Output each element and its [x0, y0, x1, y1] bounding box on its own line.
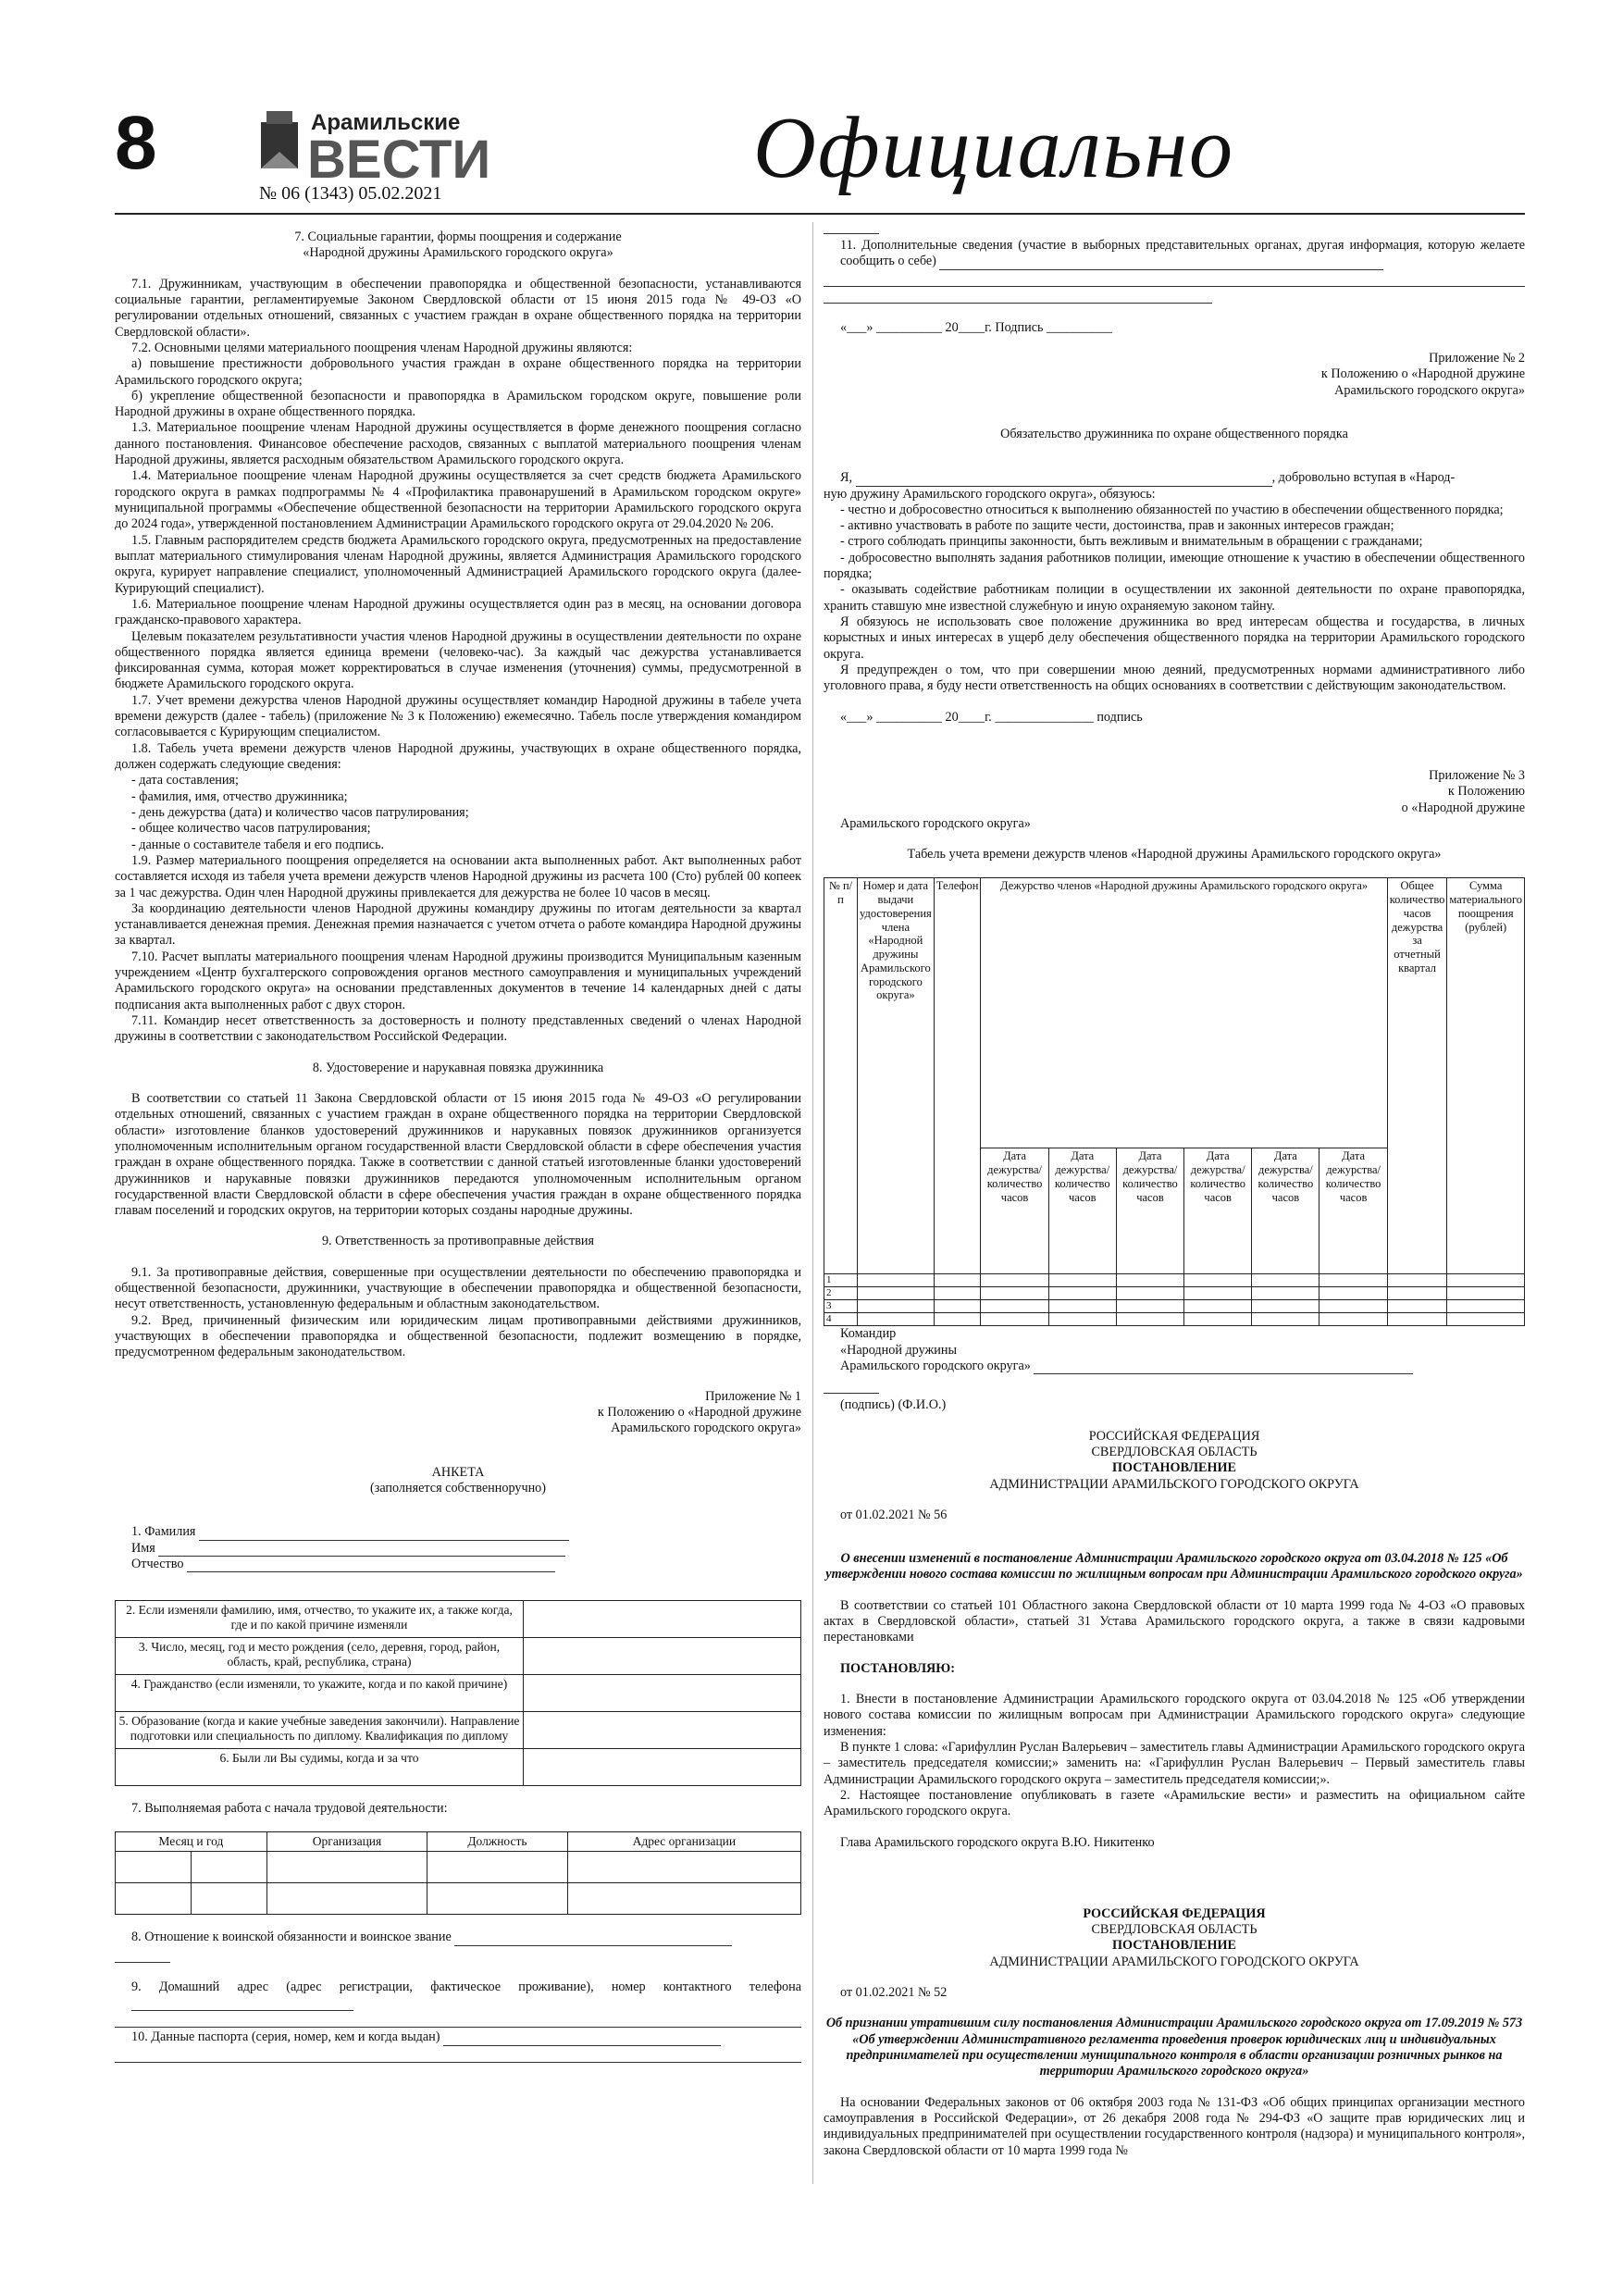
- answer-cell[interactable]: [524, 1675, 801, 1712]
- decree-1-item: 2. Настоящее постановление опубликовать в газете «Арамильские вести» и разместить на официальном сайте Арамильского городского округа.: [824, 1787, 1525, 1819]
- para-7-2-b: б) укрепление общественной безопасности и правопорядка в Арамильском городском округе, повышение роли Народной дружины в охране общественного порядка.: [115, 388, 801, 420]
- work-col-header: Должность: [427, 1832, 568, 1852]
- decree-2-authority: АДМИНИСТРАЦИИ АРАМИЛЬСКОГО ГОРОДСКОГО ОКРУГА: [989, 1954, 1359, 1969]
- tabel-title: Табель учета времени дежурств членов «Народной дружины Арамильского городского округа»: [907, 847, 1442, 863]
- name-field[interactable]: Имя: [115, 1541, 801, 1557]
- row-number: 1: [824, 1274, 858, 1287]
- appendix-1-ref: к Положению о «Народной дружине: [597, 1404, 801, 1420]
- masthead: [115, 100, 1525, 216]
- additional-info-field[interactable]: 11. Дополнительные сведения (участие в выборных представительных органах, другая информация, которую желаете сообщить о себе): [840, 238, 1525, 269]
- work-col-header: Организация: [266, 1832, 427, 1852]
- work-cell[interactable]: [266, 1883, 427, 1915]
- appendix-2-org: Арамильского городского округа»: [1334, 382, 1525, 398]
- work-cell[interactable]: [191, 1852, 266, 1883]
- tabel-sub-header: Дата дежурства/количество часов: [1319, 1148, 1387, 1274]
- work-cell[interactable]: [116, 1852, 192, 1883]
- patronymic-field[interactable]: Отчество: [115, 1557, 801, 1572]
- list-item: - общее количество часов патрулирования;: [131, 821, 371, 837]
- question-cell: 6. Были ли Вы судимы, когда и за что: [116, 1749, 524, 1786]
- duty-timesheet-table: [824, 877, 1525, 1326]
- decree-2-date: от 01.02.2021 № 52: [840, 1985, 948, 2001]
- para-9-2: 9.2. Вред, причиненный физическим или юридическим лицам противоправными действиями дружинников, участвующих в обеспечении правопорядка и общественной безопасности, подлежит возмещению в порядке, предусмотренном федеральным законодательством.: [115, 1312, 801, 1360]
- appendix-3-ref2: о «Народной дружине: [1401, 800, 1525, 815]
- para-1-9: 1.9. Размер материального поощрения определяется на основании акта выполненных работ. Акт выполненных работ составляется исходя из табеля учета времени дежурств членов Народной дружины из расчета 100 (Сто) рублей 00 копеек за 1 час дежурства. Один член Народной дружины привлекается для дежурства не более 10 часов в месяц.: [115, 852, 801, 900]
- row-number: 3: [824, 1300, 858, 1313]
- work-col-header: Месяц и год: [116, 1832, 267, 1852]
- para-7-10: 7.10. Расчет выплаты материального поощрения членам Народной дружины производится Муниципальным казенным учреждением «Центр бухгалтерского сопровождения органов местного самоуправления и муниципальных учреждений Арамильского городского округа» на основании представленных документов в течение 14 календарных дней с даты подписания акта выполненных работ с двух сторон.: [115, 949, 801, 1012]
- obligation-continuation: ную дружину Арамильского городского округа», обязуюсь:: [824, 486, 1156, 502]
- work-cell[interactable]: [567, 1883, 800, 1915]
- obligation-signature-line: «___» __________ 20____г. _______________ подпись: [840, 709, 1143, 725]
- appendix-1-org: Арамильского городского округа»: [611, 1421, 801, 1436]
- section-8-title: 8. Удостоверение и нарукавная повязка дружинника: [312, 1060, 604, 1075]
- tabel-col-header: Номер и дата выдачи удостоверения члена «Народной дружины Арамильского городского округа»: [858, 878, 935, 1274]
- para-7-1: 7.1. Дружинникам, участвующим в обеспечении правопорядка и общественной безопасности, устанавливаются социальные гарантии, регламентируемые Законом Свердловской области от 15 июня 2015 года № 49-ОЗ «О регулировании отдельных отношений, связанных с участием граждан в охране общественного порядка на территории Свердловской области».: [115, 276, 801, 340]
- para-8: В соответствии со статьей 11 Закона Свердловской области от 15 июня 2015 года № 49-ОЗ «О регулировании отдельных отношений, связанных с участием граждан в охране общественного порядка на территории Свердловской области» изготовление бланков удостоверений дружинников и нарукавных повязок дружинников организуется уполномоченным исполнительным органом государственной власти Свердловской области в сфере обеспечения участия граждан в охране общественного порядка. Также в соответствии с данной статьей изготовленные бланки удостоверений дружинников и нарукавные повязки дружинников передаются уполномоченным исполнительным органом государственной власти Свердловской области в сфере обеспечения участия граждан в охране общественного порядка главам поселений и городских округов, на территории которых созданы народные дружины.: [115, 1090, 801, 1219]
- decree-2-country: РОССИЙСКАЯ ФЕДЕРАЦИЯ: [1083, 1905, 1266, 1921]
- passport-field[interactable]: 10. Данные паспорта (серия, номер, кем и когда выдан): [115, 2029, 801, 2045]
- work-cell[interactable]: [266, 1852, 427, 1883]
- logo-top-text: Арамильские: [311, 110, 461, 135]
- work-cell[interactable]: [427, 1852, 568, 1883]
- anketa-subtitle: (заполняется собственноручно): [369, 1480, 547, 1496]
- decree-1-item: В пункте 1 слова: «Гарифуллин Руслан Валерьевич – заместитель главы Администрации Арамильского городского округа – заместитель председателя комиссии;» заменить на: «Гарифуллин Руслан Валерьевич – Первый заместитель главы Администрации Арамильского городского округа – заместитель председателя комиссии;».: [824, 1739, 1525, 1787]
- answer-cell[interactable]: [524, 1638, 801, 1675]
- tabel-sub-header: Дата дежурства/количество часов: [1048, 1148, 1116, 1274]
- address-field[interactable]: 9. Домашний адрес (адрес регистрации, фактическое проживание), номер контактного телефона: [115, 1980, 801, 2012]
- list-item: - день дежурства (дата) и количество часов патрулирования;: [131, 804, 469, 820]
- answer-cell[interactable]: [524, 1749, 801, 1786]
- tabel-sub-header: Дата дежурства/количество часов: [981, 1148, 1048, 1274]
- question-cell: 2. Если изменяли фамилию, имя, отчество, то укажите их, а также когда, где и по какой причине изменяли: [116, 1601, 524, 1638]
- para-9-1: 9.1. За противоправные действия, совершенные при осуществлении деятельности по обеспечению правопорядка и общественной безопасности, дружинники, участвующие в обеспечении правопорядка и общественной безопасности, несут ответственность, установленную федеральным и областным законодательством.: [115, 1264, 801, 1312]
- decree-1-title: О внесении изменений в постановление Администрации Арамильского городского округа от 03.04.2018 № 125 «Об утверждении нового состава комиссии по жилищным вопросам при Администрации Арамильского городского округа»: [825, 1551, 1523, 1582]
- date-signature-line: «___» __________ 20____г. Подпись __________: [840, 319, 1112, 335]
- para-target: Целевым показателем результативности участия членов Народной дружины в осуществлении деятельности по охране общественного порядка является единица времени (человеко-час). За каждый час дежурства устанавливается фиксированная сумма, которая может корректироваться в случае изменения (уточнения) суммы, предусмотренной в бюджете Арамильского городского округа.: [115, 628, 801, 692]
- military-field[interactable]: 8. Отношение к воинской обязанности и воинское звание: [115, 1930, 801, 1945]
- decree-1-type: ПОСТАНОВЛЕНИЕ: [1111, 1460, 1237, 1476]
- appendix-3-label: Приложение № 3: [1429, 767, 1525, 783]
- para-7-11: 7.11. Командир несет ответственность за достоверность и полноту представленных сведений о членах Народной дружины в соответствии с законодательством Российской Федерации.: [115, 1013, 801, 1045]
- work-history-label: 7. Выполняемая работа с начала трудовой деятельности:: [131, 1801, 448, 1817]
- decree-1-item: 1. Внести в постановление Администрации Арамильского городского округа от 03.04.2018 № 125 «Об утверждении нового состава комиссии по жилищным вопросам при Администрации Арамильского городского округа» следующие изменения:: [824, 1692, 1525, 1739]
- commander-signature-field[interactable]: Арамильского городского округа»: [824, 1359, 1525, 1374]
- work-col-header: Адрес организации: [567, 1832, 800, 1852]
- table-row: [824, 1313, 1525, 1326]
- anketa-title: АНКЕТА: [431, 1464, 485, 1480]
- appendix-3-ref: к Положению: [1447, 784, 1525, 800]
- table-row: [824, 1274, 1525, 1287]
- section-title: Официально: [753, 100, 1235, 196]
- tabel-col-header: Общее количество часов дежурства за отчетный квартал: [1387, 878, 1447, 1274]
- logo-main-text: ВЕСТИ: [307, 130, 490, 189]
- tabel-col-header: Телефон: [934, 878, 981, 1274]
- tabel-col-header: Сумма материального поощрения (рублей): [1447, 878, 1525, 1274]
- row-number: 4: [824, 1313, 858, 1326]
- signature-caption: (подпись) (Ф.И.О.): [840, 1397, 947, 1413]
- decree-2-region: СВЕРДЛОВСКАЯ ОБЛАСТЬ: [1091, 1922, 1258, 1938]
- page-number: 8: [115, 101, 157, 185]
- tabel-sub-header: Дата дежурства/количество часов: [1252, 1148, 1319, 1274]
- tabel-col-header: № п/п: [824, 878, 858, 1274]
- work-history-table: [115, 1831, 801, 1915]
- work-cell[interactable]: [567, 1852, 800, 1883]
- para-1-8: 1.8. Табель учета времени дежурств членов Народной дружины, участвующих в охране общественного порядка, должен содержать следующие сведения:: [115, 740, 801, 772]
- obligation-item: - честно и добросовестно относиться к выполнению обязанностей по участию в обеспечении общественного порядка;: [840, 502, 1504, 517]
- right-column: [824, 230, 1525, 2159]
- decree-2-title: Об признании утратившим силу постановления Администрации Арамильского городского округа от 17.09.2019 № 573 «Об утверждении Административного регламента проведения проверок юридических лиц и индивидуальных предпринимателей при осуществлении муниципального контроля в области организации розничных рынков на территории Арамильского городского округа»: [825, 2016, 1523, 2079]
- decree-1-date: от 01.02.2021 № 56: [840, 1507, 948, 1522]
- question-cell: 4. Гражданство (если изменяли, то укажите, когда и по какой причине): [116, 1675, 524, 1712]
- appendix-3-org: Арамильского городского округа»: [840, 815, 1031, 831]
- decree-2-type: ПОСТАНОВЛЕНИЕ: [1111, 1938, 1237, 1954]
- obligation-item: - строго соблюдать принципы законности, быть вежливым и внимательным в обращении с гражданами;: [840, 534, 1423, 550]
- appendix-1-label: Приложение № 1: [705, 1388, 801, 1404]
- appendix-2-ref: к Положению о «Народной дружине: [1320, 366, 1525, 382]
- surname-field[interactable]: 1. Фамилия: [115, 1524, 801, 1540]
- obligation-item: - активно участвовать в работе по защите чести, достоинства, прав и законных интересов граждан;: [840, 518, 1394, 534]
- decree-1-signatory: Глава Арамильского городского округа В.Ю. Никитенко: [840, 1834, 1155, 1850]
- column-divider: [812, 222, 813, 2184]
- questionnaire-table: [115, 1600, 801, 1786]
- obligation-item: - добросовестно выполнять задания работников полиции, имеющие отношение к участию в обеспечении общественного порядка;: [824, 550, 1525, 582]
- work-cell[interactable]: [191, 1883, 266, 1915]
- left-column: [115, 230, 801, 2065]
- para-coordination: За координацию деятельности членов Народной дружины командиру дружины по итогам деятельности за квартал устанавливается денежная премия. Денежная премия назначается с учетом отчета о работе командира Народной дружины за квартал.: [115, 900, 801, 949]
- para-1-3: 1.3. Материальное поощрение членам Народной дружины осуществляется в форме денежного поощрения согласно данного постановления. Финансовое обеспечение расходов, связанных с выплатой материального поощрения членам Народной дружины, является расходным обязательством Арамильского городского округа.: [115, 420, 801, 468]
- row-number: 2: [824, 1287, 858, 1300]
- decree-1-resolve: ПОСТАНОВЛЯЮ:: [840, 1660, 956, 1676]
- obligation-para: Я обязуюсь не использовать свое положение дружинника во вред интересам общества и государства, в личных корыстных и иных интересах в ущерб делу обеспечения общественного порядка на территории Арамильского городского округа.: [824, 614, 1525, 662]
- commander-label: Командир: [840, 1326, 897, 1342]
- answer-cell[interactable]: [524, 1601, 801, 1638]
- section-7-title: 7. Социальные гарантии, формы поощрения и содержание: [294, 230, 622, 244]
- para-1-7: 1.7. Учет времени дежурства членов Народной дружины осуществляет командир Народной дружины в табеле учета времени дежурств (далее - табель) (приложение № 3 к Положению) ежемесячно. Табель после утверждения командиром согласовывается с Курирующим специалистом.: [115, 692, 801, 740]
- commander-label: «Народной дружины: [840, 1342, 958, 1358]
- answer-cell[interactable]: [524, 1712, 801, 1749]
- para-1-6: 1.6. Материальное поощрение членам Народной дружины осуществляется один раз в месяц, на основании договора гражданско-правового характера.: [115, 596, 801, 628]
- para-7-2-a: а) повышение престижности добровольного участия граждан в охране общественного порядка на территории Арамильского городского округа;: [115, 356, 801, 388]
- decree-1-preamble: В соответствии со статьей 101 Областного закона Свердловской области от 10 марта 1999 года № 4-ОЗ «О правовых актах в Свердловской области», статьей 31 Устава Арамильского городского округа, а также в связи кадровыми перестановками: [824, 1597, 1525, 1645]
- obligation-para: Я предупрежден о том, что при совершении мною деяний, предусмотренных нормами административного либо уголовного права, я буду нести ответственность на общих основаниях в соответствии с действующим законодательством.: [824, 662, 1525, 694]
- question-cell: 5. Образование (когда и какие учебные заведения закончили). Направление подготовки или специальность по диплому. Квалификация по диплому: [116, 1712, 524, 1749]
- tabel-sub-header: Дата дежурства/количество часов: [1116, 1148, 1183, 1274]
- list-item: - фамилия, имя, отчество дружинника;: [131, 788, 348, 804]
- obligation-item: - оказывать содействие работникам полиции в осуществлении их законной деятельности по охране правопорядка, хранить ставшую мне известной служебную и иную охраняемую законом тайну.: [824, 582, 1525, 614]
- list-item: - данные о составителе табеля и его подпись.: [131, 837, 385, 852]
- para-1-5: 1.5. Главным распорядителем средств бюджета Арамильского городского округа, предусмотренных на предоставление выплат материального стимулирования членам Народной дружины, является Администрация Арамильского городского округа, курирует направление специалист, уполномоченный Администрацией Арамильского городского округа (далее-Курирующий специалист).: [115, 532, 801, 596]
- decree-1-country: РОССИЙСКАЯ ФЕДЕРАЦИЯ: [1088, 1428, 1260, 1444]
- para-7-2: 7.2. Основными целями материального поощрения членам Народной дружины являются:: [131, 340, 633, 355]
- work-cell[interactable]: [116, 1883, 192, 1915]
- obligation-name-field[interactable]: Я, , добровольно вступая в «Народ-: [840, 470, 1456, 486]
- decree-1-region: СВЕРДЛОВСКАЯ ОБЛАСТЬ: [1091, 1444, 1258, 1459]
- tabel-sub-header: Дата дежурства/количество часов: [1184, 1148, 1252, 1274]
- obligation-title: Обязательство дружинника по охране общественного порядка: [1000, 426, 1348, 441]
- list-item: - дата составления;: [131, 773, 239, 788]
- newspaper-logo: [259, 105, 490, 189]
- issue-number: № 06 (1343) 05.02.2021: [259, 183, 442, 204]
- appendix-2-label: Приложение № 2: [1429, 350, 1525, 366]
- work-cell[interactable]: [427, 1883, 568, 1915]
- question-cell: 3. Число, месяц, год и место рождения (село, деревня, город, район, область, край, республика, страна): [116, 1638, 524, 1675]
- table-row: [824, 1287, 1525, 1300]
- decree-2-preamble: На основании Федеральных законов от 06 октября 2003 года № 131-ФЗ «Об общих принципах организации местного самоуправления в Российской Федерации», от 26 декабря 2008 года № 294-ФЗ «О защите прав юридических лиц и индивидуальных предпринимателей при осуществлении государственного контроля (надзора) и муниципального контроля», закона Свердловской области от 10 марта 1999 года №: [824, 2094, 1525, 2158]
- decree-1-authority: АДМИНИСТРАЦИИ АРАМИЛЬСКОГО ГОРОДСКОГО ОКРУГА: [989, 1476, 1359, 1492]
- section-7-subtitle: «Народной дружины Арамильского городского округа»: [303, 245, 613, 261]
- tabel-col-header: Дежурство членов «Народной дружины Арамильского городского округа»: [981, 878, 1387, 1148]
- header-rule: [115, 213, 1525, 215]
- section-9-title: 9. Ответственность за противоправные действия: [321, 1234, 595, 1249]
- para-1-4: 1.4. Материальное поощрение членам Народной дружины осуществляется за счет средств бюджета Арамильского городского округа в рамках подпрограммы № 4 «Профилактика правонарушений в Арамильском городском округе» муниципальной программы «Обеспечение общественной безопасности на территории Арамильского городского округа до 2024 года», утвержденной постановлением Администрации Арамильского городского округа от 29.04.2020 № 206.: [115, 468, 801, 532]
- table-row: [824, 1300, 1525, 1313]
